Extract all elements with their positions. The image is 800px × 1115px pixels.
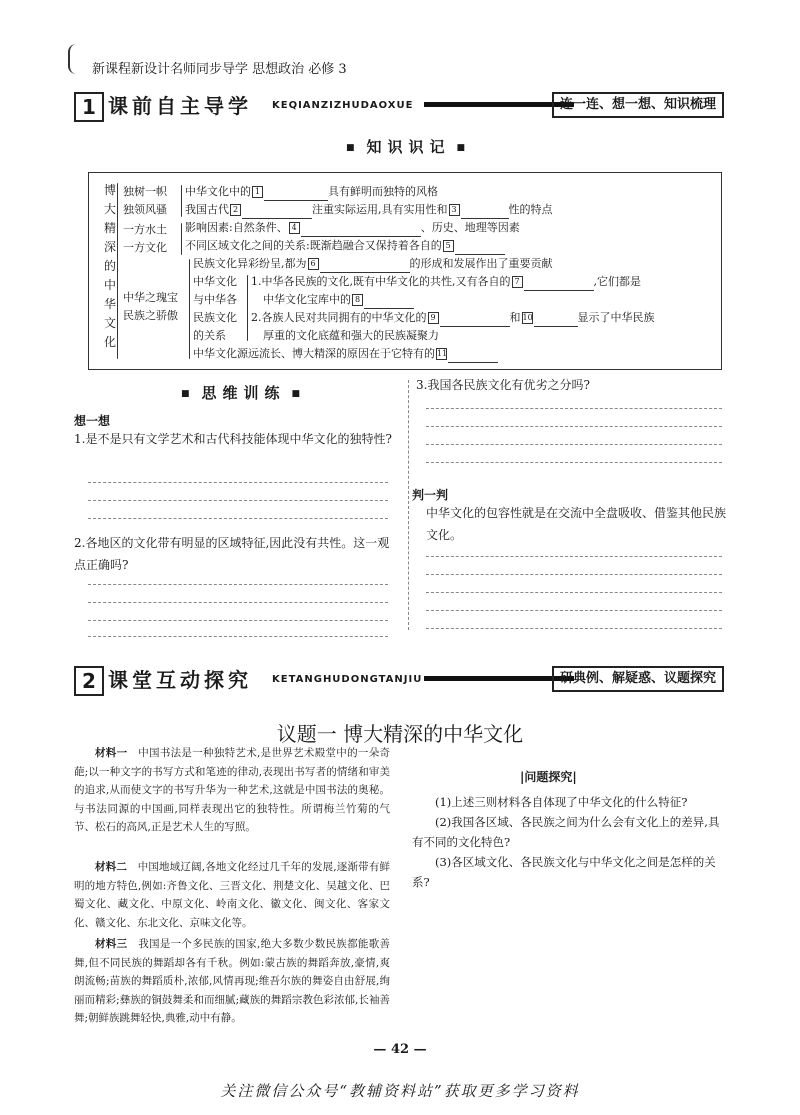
inquiry-title: |问题探究| xyxy=(520,770,577,784)
answer-line[interactable] xyxy=(426,556,722,557)
answer-line[interactable] xyxy=(426,462,722,463)
section-tag: 连一连、想一想、知识梳理 xyxy=(552,92,724,118)
b3-sub-line-1: 1.中华各民族的文化,既有中华文化的共性,又有各自的 7 ,它们都是 xyxy=(251,273,641,291)
answer-line[interactable] xyxy=(426,628,722,629)
answer-line[interactable] xyxy=(426,610,722,611)
material-2: 材料二 中国地域辽阔,各地文化经过几千年的发展,逐渐带有鲜明的地方特色,例如:齐鲁文化、三晋文化、荆楚文化、吴越文化、巴蜀文化、藏文化、中原文化、岭南文化、徽文化、闽文化、客家文化、赣文化、东北文化、京味文化等。 xyxy=(74,861,390,929)
page-number: — 42 — xyxy=(373,1042,427,1057)
branch-2-label: 一方水土 一方文化 xyxy=(123,223,167,254)
footer-note: 关注微信公众号“教辅资料站”获取更多学习资料 xyxy=(220,1082,580,1100)
section-pinyin: KEQIANZIZHUDAOXUE xyxy=(272,100,414,111)
judge-statement: 中华文化的包容性就是在交流中全盘吸收、借鉴其他民族文化。 xyxy=(426,506,727,542)
section-number: 2 xyxy=(74,666,104,696)
branch-3-label: 中华之瑰宝 民族之骄傲 xyxy=(123,291,178,322)
branch-1-brace xyxy=(181,185,182,217)
answer-line[interactable] xyxy=(88,584,388,585)
answer-line[interactable] xyxy=(426,574,722,575)
b3-sub-label: 中华文化 与中华各 民族文化 的关系 xyxy=(193,275,237,342)
b3-line-3: 中华文化源远流长、博大精深的原因在于它特有的 11 xyxy=(193,345,498,363)
answer-line[interactable] xyxy=(88,518,388,519)
question-3: 3.我国各民族文化有优劣之分吗? xyxy=(416,378,590,392)
knowledge-badge: ■ 知识识记 ■ xyxy=(340,136,477,157)
answer-line[interactable] xyxy=(426,426,722,427)
inquiry-q3: (3)各区域文化、各民族文化与中华文化之间是怎样的关系? xyxy=(412,855,716,889)
answer-line[interactable] xyxy=(426,444,722,445)
column-divider xyxy=(408,380,409,630)
b3-sub-brace xyxy=(247,275,248,341)
inquiry-q2: (2)我国各区域、各民族之间为什么会有文化上的差异,具有不同的文化特色? xyxy=(412,815,720,849)
question-1: 1.是不是只有文学艺术和古代科技能体现中华文化的独特性? xyxy=(74,432,392,446)
book-header-title: 新课程新设计名师同步导学 思想政治 必修 3 xyxy=(92,62,347,77)
answer-line[interactable] xyxy=(88,482,388,483)
material-3: 材料三 我国是一个多民族的国家,绝大多数少数民族都能歌善舞,但不同民族的舞蹈却各有千秋。例如:蒙古族的舞蹈奔放,豪情,爽朗流畅;苗族的舞蹈质朴,浓郁,风情再现;维吾尔族的舞姿自由舒展,绚丽而精彩;彝族的铜鼓舞柔和而细腻;藏族的舞蹈宗教色彩浓郁,长袖善舞;朝鲜族跳舞轻快,典雅,动中有静。 xyxy=(74,938,391,1024)
knowledge-map xyxy=(88,172,722,370)
section-1-banner xyxy=(74,92,724,120)
thinking-badge: ■ 思维训练 ■ xyxy=(175,382,312,403)
section-number: 1 xyxy=(74,92,104,122)
topic-title: 议题一 博大精深的中华文化 xyxy=(276,722,524,746)
branch-2-brace xyxy=(181,223,182,255)
answer-line[interactable] xyxy=(426,592,722,593)
section-title: 课前自主导学 xyxy=(108,94,252,118)
section-tag: 研典例、解疑惑、议题探究 xyxy=(552,666,724,692)
think-label: 想一想 xyxy=(74,414,111,428)
material-1: 材料一 中国书法是一种独特艺术,是世界艺术殿堂中的一朵奇葩;以一种文字的书写方式和笔迹的律动,表现出书写者的情绪和审美的追求,从而使文字的书写升华为一种艺术,这就是中国书法的奥秘。与书法同源的中国画,同样表现出它的独特性。所谓梅兰竹菊的气节、松石的高风,正是艺术人生的写照。 xyxy=(74,747,391,833)
b3-sub-line-3: 2.各族人民对共同拥有的中华文化的 9 和 10 显示了中华民族 xyxy=(251,309,655,327)
question-2: 2.各地区的文化带有明显的区域特征,因此没有共性。这一观点正确吗? xyxy=(74,536,390,572)
b1-line-1: 中华文化中的 1 具有鲜明而独特的风格 xyxy=(185,183,438,201)
knowledge-root: 博大精深的中华文化 xyxy=(103,183,116,349)
branch-3-brace xyxy=(189,259,190,359)
answer-line[interactable] xyxy=(426,408,722,409)
b1-line-2: 我国古代 2 注重实际运用,具有实用性和 3 性的特点 xyxy=(185,201,553,219)
section-pinyin: KETANGHUDONGTANJIU xyxy=(272,674,423,685)
inquiry-q1: (1)上述三则材料各自体现了中华文化的什么特征? xyxy=(435,795,688,809)
answer-line[interactable] xyxy=(88,636,388,637)
section-2-banner xyxy=(74,666,724,694)
branch-1-label: 独树一帜 独领风骚 xyxy=(123,185,167,216)
section-title: 课堂互动探究 xyxy=(108,668,252,692)
b3-sub-line-2: 中华文化宝库中的 8 xyxy=(263,291,414,309)
b3-line-1: 民族文化异彩纷呈,都为 6 的形成和发展作出了重要贡献 xyxy=(193,255,553,273)
b2-line-2: 不同区域文化之间的关系:既渐趋融合又保持着各自的 5 xyxy=(185,237,505,255)
header-bracket xyxy=(68,44,78,74)
judge-label: 判一判 xyxy=(412,488,449,502)
b3-sub-line-4: 厚重的文化底蕴和强大的民族凝聚力 xyxy=(263,329,439,342)
answer-line[interactable] xyxy=(88,620,388,621)
answer-line[interactable] xyxy=(88,602,388,603)
b2-line-1: 影响因素:自然条件、 4 、历史、地理等因素 xyxy=(185,219,520,237)
answer-line[interactable] xyxy=(88,500,388,501)
root-brace xyxy=(117,183,118,359)
